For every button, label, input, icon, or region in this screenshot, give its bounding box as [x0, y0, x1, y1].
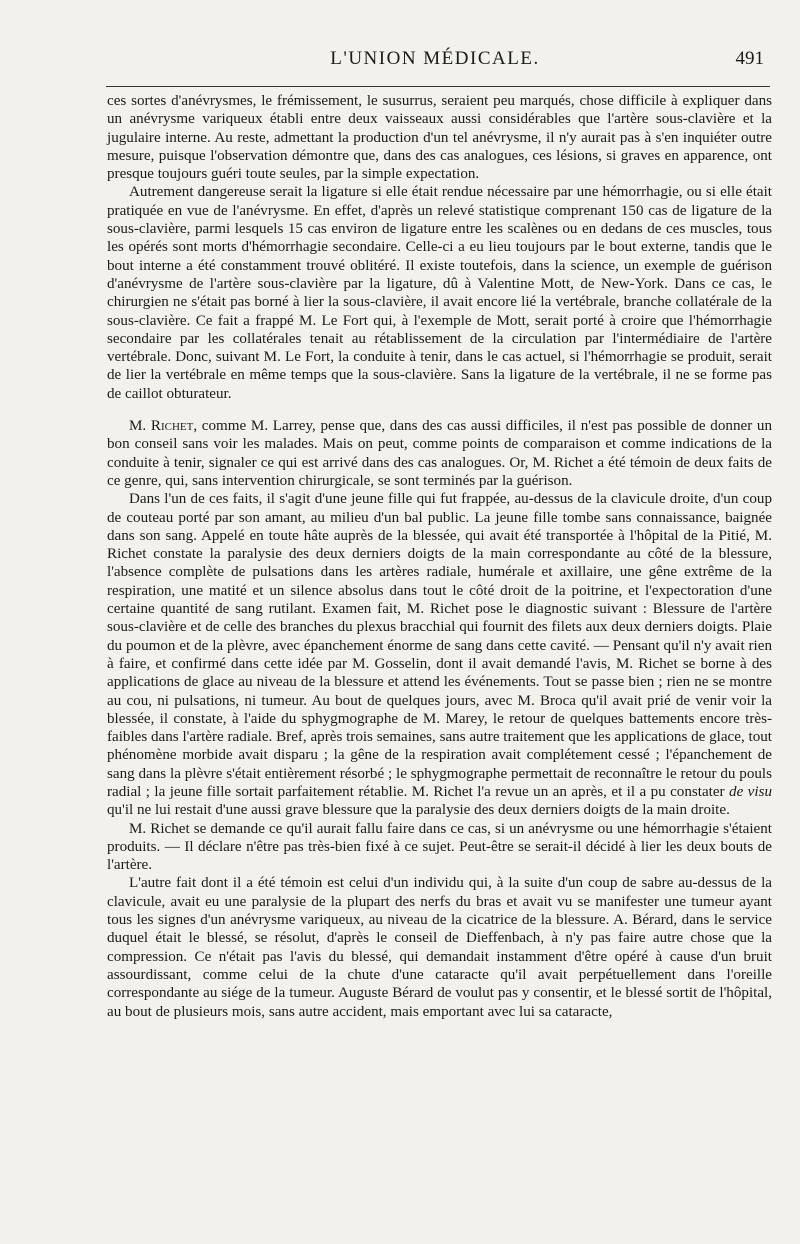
paragraph-1: ces sortes d'anévrysmes, le frémissement, le susurrus, seraient peu marqués, chose difficile à expliquer dans un anévrysme variqueux établi entre deux vaisseaux aussi considérables que l'artère sous-clavière et la jugulaire interne. Au reste, admettant la production d'un tel anévrysme, il n'y aurait pas à s'en inquiéter outre mesure, puisque l'observation démontre que, dans des cas analogues, ces lésions, si graves en apparence, ont presque toujours guéri toute seules, par la simple expectation.: [107, 93, 772, 183]
page-header: [100, 48, 770, 74]
running-title: L'UNION MÉDICALE.: [330, 48, 540, 69]
paragraph-4-text-before: Dans l'un de ces faits, il s'agit d'une jeune fille qui fut frappée, au-dessus de la clavicule droite, d'un coup de couteau porté par son amant, au milieu d'un bal public. La jeune fille tombe sans connaissance, baignée dans son sang. Appelé en toute hâte auprès de la blessée, qui avait été transportée à l'hôpital de la Pitié, M. Richet constate la paralysie des deux derniers doigts de la main correspondante au côté de la blessure, l'absence complète de pulsations dans les artères radiale, humérale et axillaire, une gêne extrême de la respiration, une matité et un silence absolus dans tout le côté droit de la poitrine, et l'expectoration d'une certaine quantité de sang rutilant. Examen fait, M. Richet pose le diagnostic suivant : Blessure de l'artère sous-clavière et de celle des branches du plexus bracchial qui fournit des filets aux deux derniers doigts. Plaie du poumon et de la plèvre, avec épanchement énorme de sang dans cette cavité. — Pensant qu'il n'y avait rien à faire, et confirmé dans cette idée par M. Gosselin, dont il avait demandé l'avis, M. Richet se borne à des applications de glace au niveau de la blessure et attend les événements. Tout se passe bien ; rien ne se montre au cou, ni pulsations, ni tumeur. Au bout de quelques jours, avec M. Broca qu'il avait prié de venir voir la blessée, il constate, à l'aide du sphygmographe de M. Marey, le retour de quelques battements encore très-faibles dans l'artère radiale. Bref, après trois semaines, sans autre traitement que les applications de glace, tout phénomène morbide avait disparu ; la gêne de la respiration avait complétement cessé ; l'épanchement de sang dans la plèvre s'était entièrement résorbé ; le sphygmographe permettait de reconnaître le retour du pouls radial ; la jeune fille sortait parfaitement rétablie. M. Richet l'a revue un an après, et il a pu constater: [107, 491, 772, 800]
paragraph-6: L'autre fait dont il a été témoin est celui d'un individu qui, à la suite d'un coup de sabre au-dessus de la clavicule, avait eu une paralysie de la plupart des nerfs du bras et avait vu se manifester une tumeur ayant tous les signes d'un anévrysme variqueux, au niveau de la cicatrice de la blessure. A. Bérard, dans le service duquel était le blessé, se résolut, d'après le conseil de Dieffenbach, à n'y pas faire autre chose que la compression. Ce n'était pas l'avis du blessé, qui demandait instamment d'être opéré à cause d'un bruit assourdissant, comme celui de la chute d'une cataracte qu'il avait perpétuellement dans l'oreille correspondante au siége de la tumeur. Auguste Bérard de voulut pas y consentir, et le blessé sortit de l'hôpital, au bout de plusieurs mois, sans autre accident, mais emportant avec lui sa cataracte,: [107, 875, 772, 1020]
page-number: 491: [735, 48, 764, 69]
speaker-name: M. Richet: [129, 418, 194, 435]
paragraph-4: [107, 490, 772, 819]
paragraph-5: M. Richet se demande ce qu'il aurait fallu faire dans ce cas, si un anévrysme ou une hémorrhagie s'étaient produits. — Il déclare n'être pas très-bien fixé à ce sujet. Peut-être se serait-il décidé à lier les deux bouts de l'artère.: [107, 820, 772, 874]
article-body: [107, 92, 772, 1021]
paragraph-2: Autrement dangereuse serait la ligature si elle était rendue nécessaire par une hémorrhagie, ou si elle était pratiquée en vue de l'anévrysme. En effet, d'après un relevé statistique comprenant 150 cas de ligature de la sous-clavière, parmi lesquels 15 cas environ de ligature entre les scalènes ou en dedans de ces muscles, tous les opérés sont morts d'hémorrhagie secondaire. Celle-ci a eu lieu toujours par le bout externe, tandis que le bout interne a été constamment trouvé oblitéré. Il existe toutefois, dans la science, un exemple de guérison d'anévrysme de l'artère sous-clavière par la ligature, dû à Valentine Mott, de New-York. Dans ce cas, le chirurgien ne s'était pas borné à lier la sous-clavière, il avait encore lié la vertébrale, branche collatérale de la sous-clavière. Ce fait a frappé M. Le Fort qui, à l'exemple de Mott, serait porté à croire que l'hémorrhagie secondaire par les collatérales tenait au rétablissement de la circulation par l'intermédiaire de l'artère vertébrale. Donc, suivant M. Le Fort, la conduite à tenir, dans le cas actuel, si l'hémorrhagie se produit, serait de lier la vertébrale en même temps que la sous-clavière. Sans la ligature de la vertébrale, il ne se forme pas de caillot obturateur.: [107, 184, 772, 402]
latin-phrase: de visu: [729, 783, 772, 800]
paragraph-3: [107, 417, 772, 490]
paragraph-4-text-after: qu'il ne lui restait d'une aussi grave blessure que la paralysie des deux derniers doigts de la main droite.: [107, 802, 730, 819]
header-rule: [106, 86, 770, 87]
paragraph-3-text: , comme M. Larrey, pense que, dans des cas aussi difficiles, il n'est pas possible de donner un bon conseil sans voir les malades. Mais on peut, comme points de comparaison et comme indications de la conduite à tenir, signaler ce qui est arrivé dans des cas analogues. Or, M. Richet a été témoin de deux faits de ce genre, qui, sans intervention chirurgicale, se sont terminés par la guérison.: [107, 418, 773, 489]
